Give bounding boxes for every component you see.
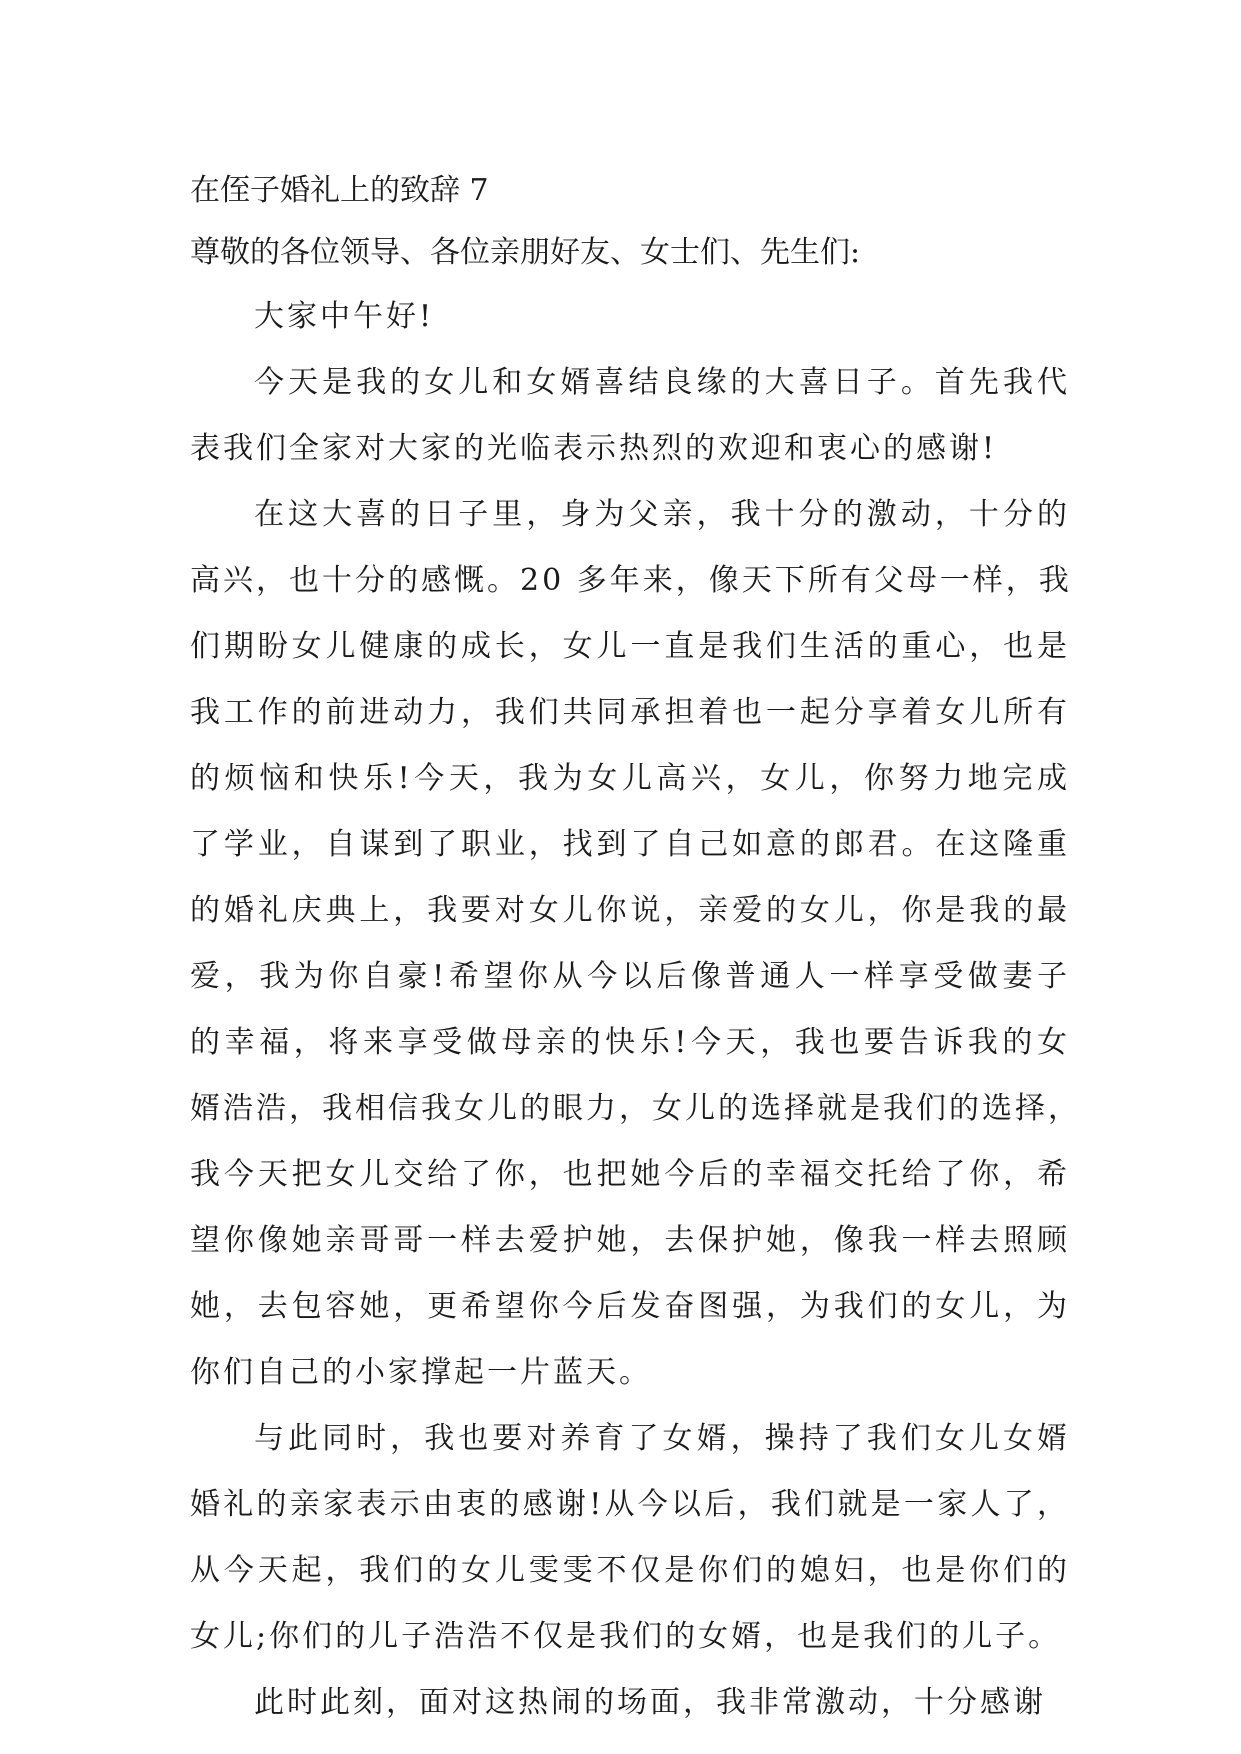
paragraph-line: 与此同时，我也要对养育了女婿，操持了我们女儿女婿 — [254, 1421, 1070, 1456]
paragraph-greeting — [190, 284, 1070, 350]
paragraph-line: 在这大喜的日子里，身为父亲，我十分的激动，十分的 — [254, 497, 1070, 532]
paragraph-line: 我今天把女儿交给了你，也把她今后的幸福交托给了你，希 — [190, 1157, 1070, 1192]
paragraph-line: 婿浩浩，我相信我女儿的眼力，女儿的选择就是我们的选择， — [190, 1091, 1081, 1126]
paragraph-line: 我工作的前进动力，我们共同承担着也一起分享着女儿所有 — [190, 695, 1070, 730]
paragraph-opening — [190, 350, 1070, 482]
paragraph-line: 今天是我的女儿和女婿喜结良缘的大喜日子。首先我代 — [254, 365, 1070, 400]
salutation: 尊敬的各位领导、各位亲朋好友、女士们、先生们: — [190, 235, 861, 270]
paragraph-line: 们期盼女儿健康的成长，女儿一直是我们生活的重心，也是 — [190, 629, 1070, 664]
paragraph-line: 女儿;你们的儿子浩浩不仅是我们的女婿，也是我们的儿子。 — [190, 1619, 1062, 1654]
paragraph-line: 此时此刻，面对这热闹的场面，我非常激动，十分感谢 — [254, 1685, 1046, 1720]
paragraph-line: 了学业，自谋到了职业，找到了自己如意的郎君。在这隆重 — [190, 827, 1070, 862]
paragraph-father-feelings — [190, 482, 1081, 1406]
paragraph-line: 从今天起，我们的女儿雯雯不仅是你们的媳妇，也是你们的 — [190, 1553, 1070, 1588]
paragraph-line: 你们自己的小家撑起一片蓝天。 — [190, 1355, 652, 1390]
paragraph-closing — [190, 1670, 1070, 1736]
paragraph-in-laws — [190, 1406, 1070, 1670]
paragraph-line: 高兴，也十分的感慨。20 多年来，像天下所有父母一样，我 — [190, 563, 1072, 598]
paragraph-line: 表我们全家对大家的光临表示热烈的欢迎和衷心的感谢! — [190, 431, 998, 466]
paragraph-line: 大家中午好! — [254, 299, 435, 334]
paragraph-line: 爱，我为你自豪!希望你从今以后像普通人一样享受做妻子 — [190, 959, 1070, 994]
paragraph-line: 的幸福，将来享受做母亲的快乐!今天，我也要告诉我的女 — [190, 1025, 1070, 1060]
document-page — [190, 160, 1081, 1736]
paragraph-line: 她，去包容她，更希望你今后发奋图强，为我们的女儿，为 — [190, 1289, 1070, 1324]
paragraph-line: 望你像她亲哥哥一样去爱护她，去保护她，像我一样去照顾 — [190, 1223, 1070, 1258]
paragraph-line: 的婚礼庆典上，我要对女儿你说，亲爱的女儿，你是我的最 — [190, 893, 1070, 928]
paragraph-line: 婚礼的亲家表示由衷的感谢!从今以后，我们就是一家人了， — [190, 1487, 1070, 1522]
paragraph-line: 的烦恼和快乐!今天，我为女儿高兴，女儿，你努力地完成 — [190, 761, 1070, 796]
document-title: 在侄子婚礼上的致辞 7 — [190, 173, 489, 208]
